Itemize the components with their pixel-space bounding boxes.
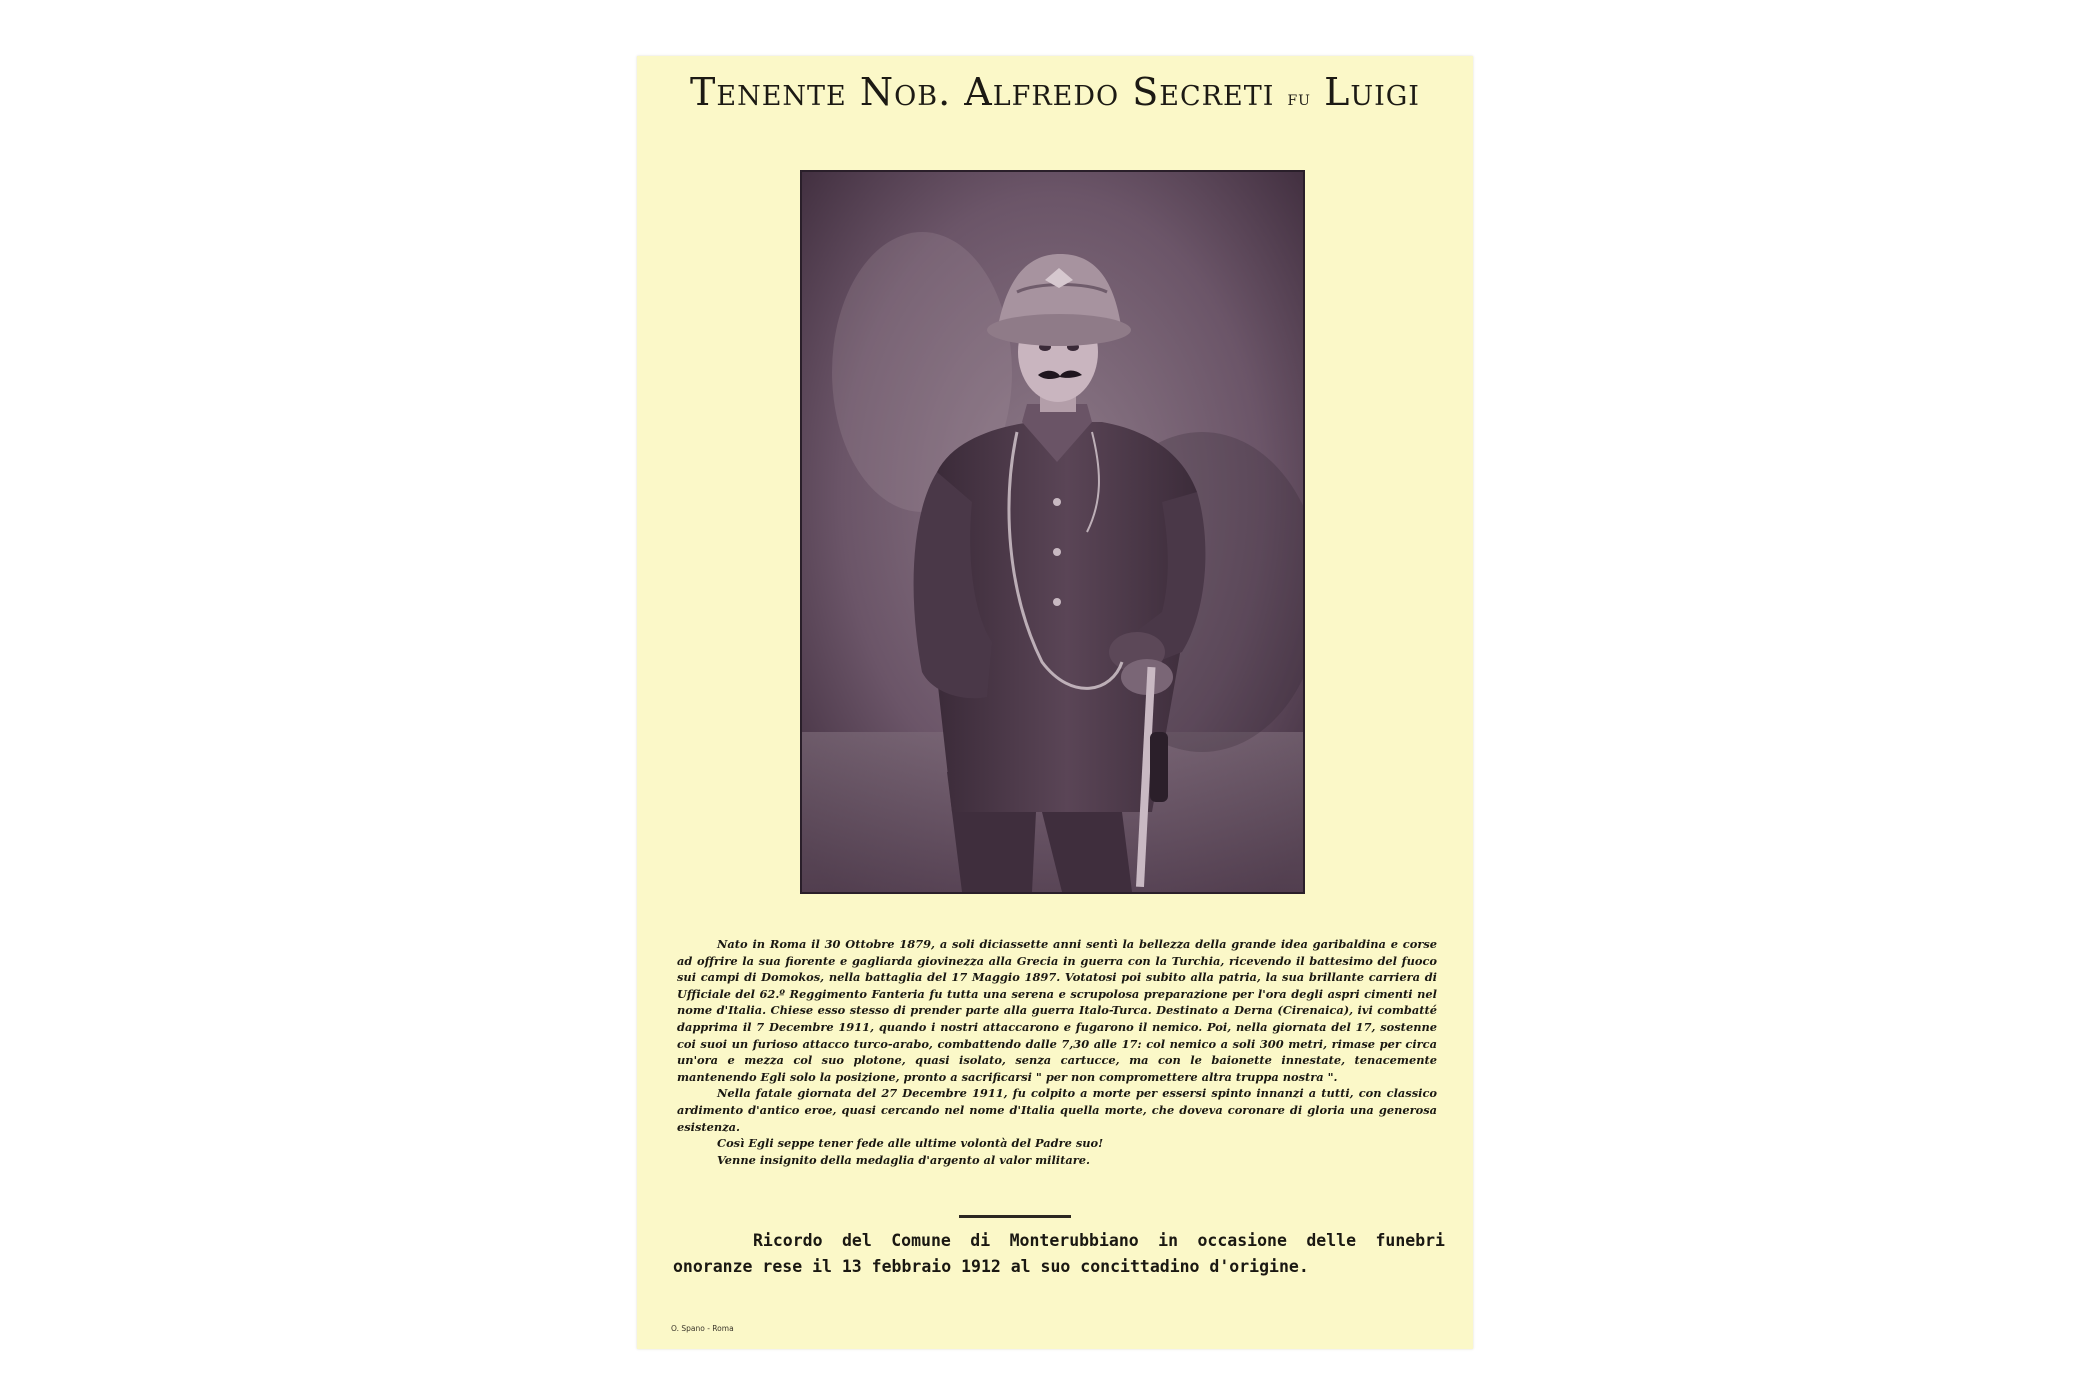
- commemoration-text: Ricordo del Comune di Monterubbiano in occasione delle funebri onoranze rese il 13 febbraio 1912 al suo concittadino d'origine.: [673, 1231, 1445, 1276]
- biography-paragraph: Così Egli seppe tener fede alle ultime volontà del Padre suo!: [717, 1136, 1104, 1151]
- title-name: Alfredo Secreti: [964, 70, 1275, 114]
- poster-title: [637, 70, 1473, 114]
- biography-paragraph: Venne insignito della medaglia d'argento al valor militare.: [717, 1152, 1090, 1167]
- title-fu: fu: [1287, 86, 1311, 110]
- portrait-photo: [800, 170, 1305, 894]
- biography-paragraph: Nella fatale giornata del 27 Decembre 1911, fu colpito a morte per essersi spinto innanzi a tutti, con classico ardimento d'antico eroe, quasi cercando nel nome d'Italia quella morte, che doveva coronare di gloria una generosa esistenza.: [677, 1086, 1437, 1134]
- title-nob: Nob.: [859, 70, 952, 114]
- portrait-image: [802, 172, 1303, 892]
- biography-text: [677, 936, 1437, 1168]
- printer-credit: O. Spano - Roma: [671, 1324, 734, 1333]
- memorial-poster: [637, 56, 1473, 1349]
- title-father: Luigi: [1324, 70, 1420, 114]
- biography-paragraph: Nato in Roma il 30 Ottobre 1879, a soli diciassette anni sentì la bellezza della grande idea garibaldina e corse ad offrire la sua fiorente e gagliarda giovinezza alla Grecia in guerra con la Turchia, ricevendo il battesimo del fuoco sui campi di Domokos, nella battaglia del 17 Maggio 1897. Votatosi poi subito alla patria, la sua brillante carriera di Ufficiale del 62.º Reggimento Fanteria fu tutta una serena e scrupolosa preparazione per l'ora degli aspri cimenti nel nome d'Italia. Chiese esso stesso di prender parte alla guerra Italo-Turca. Destinato a Derna (Cirenaica), ivi combatté dapprima il 7 Decembre 1911, quando i nostri attaccarono e fugarono il nemico. Poi, nella giornata del 17, sostenne coi suoi un furioso attacco turco-arabo, combattendo dalle 7,30 alle 17: col nemico a soli 300 metri, rimase per circa un'ora e mezza col suo plotone, quasi isolato, senza cartucce, ma con le baionette innestate, tenacemente mantenendo Egli solo la posizione, pronto a sacrificarsi " per non compromettere altra truppa nostra ".: [677, 937, 1437, 1084]
- title-rank: Tenente: [690, 70, 847, 114]
- divider-rule: [959, 1215, 1071, 1218]
